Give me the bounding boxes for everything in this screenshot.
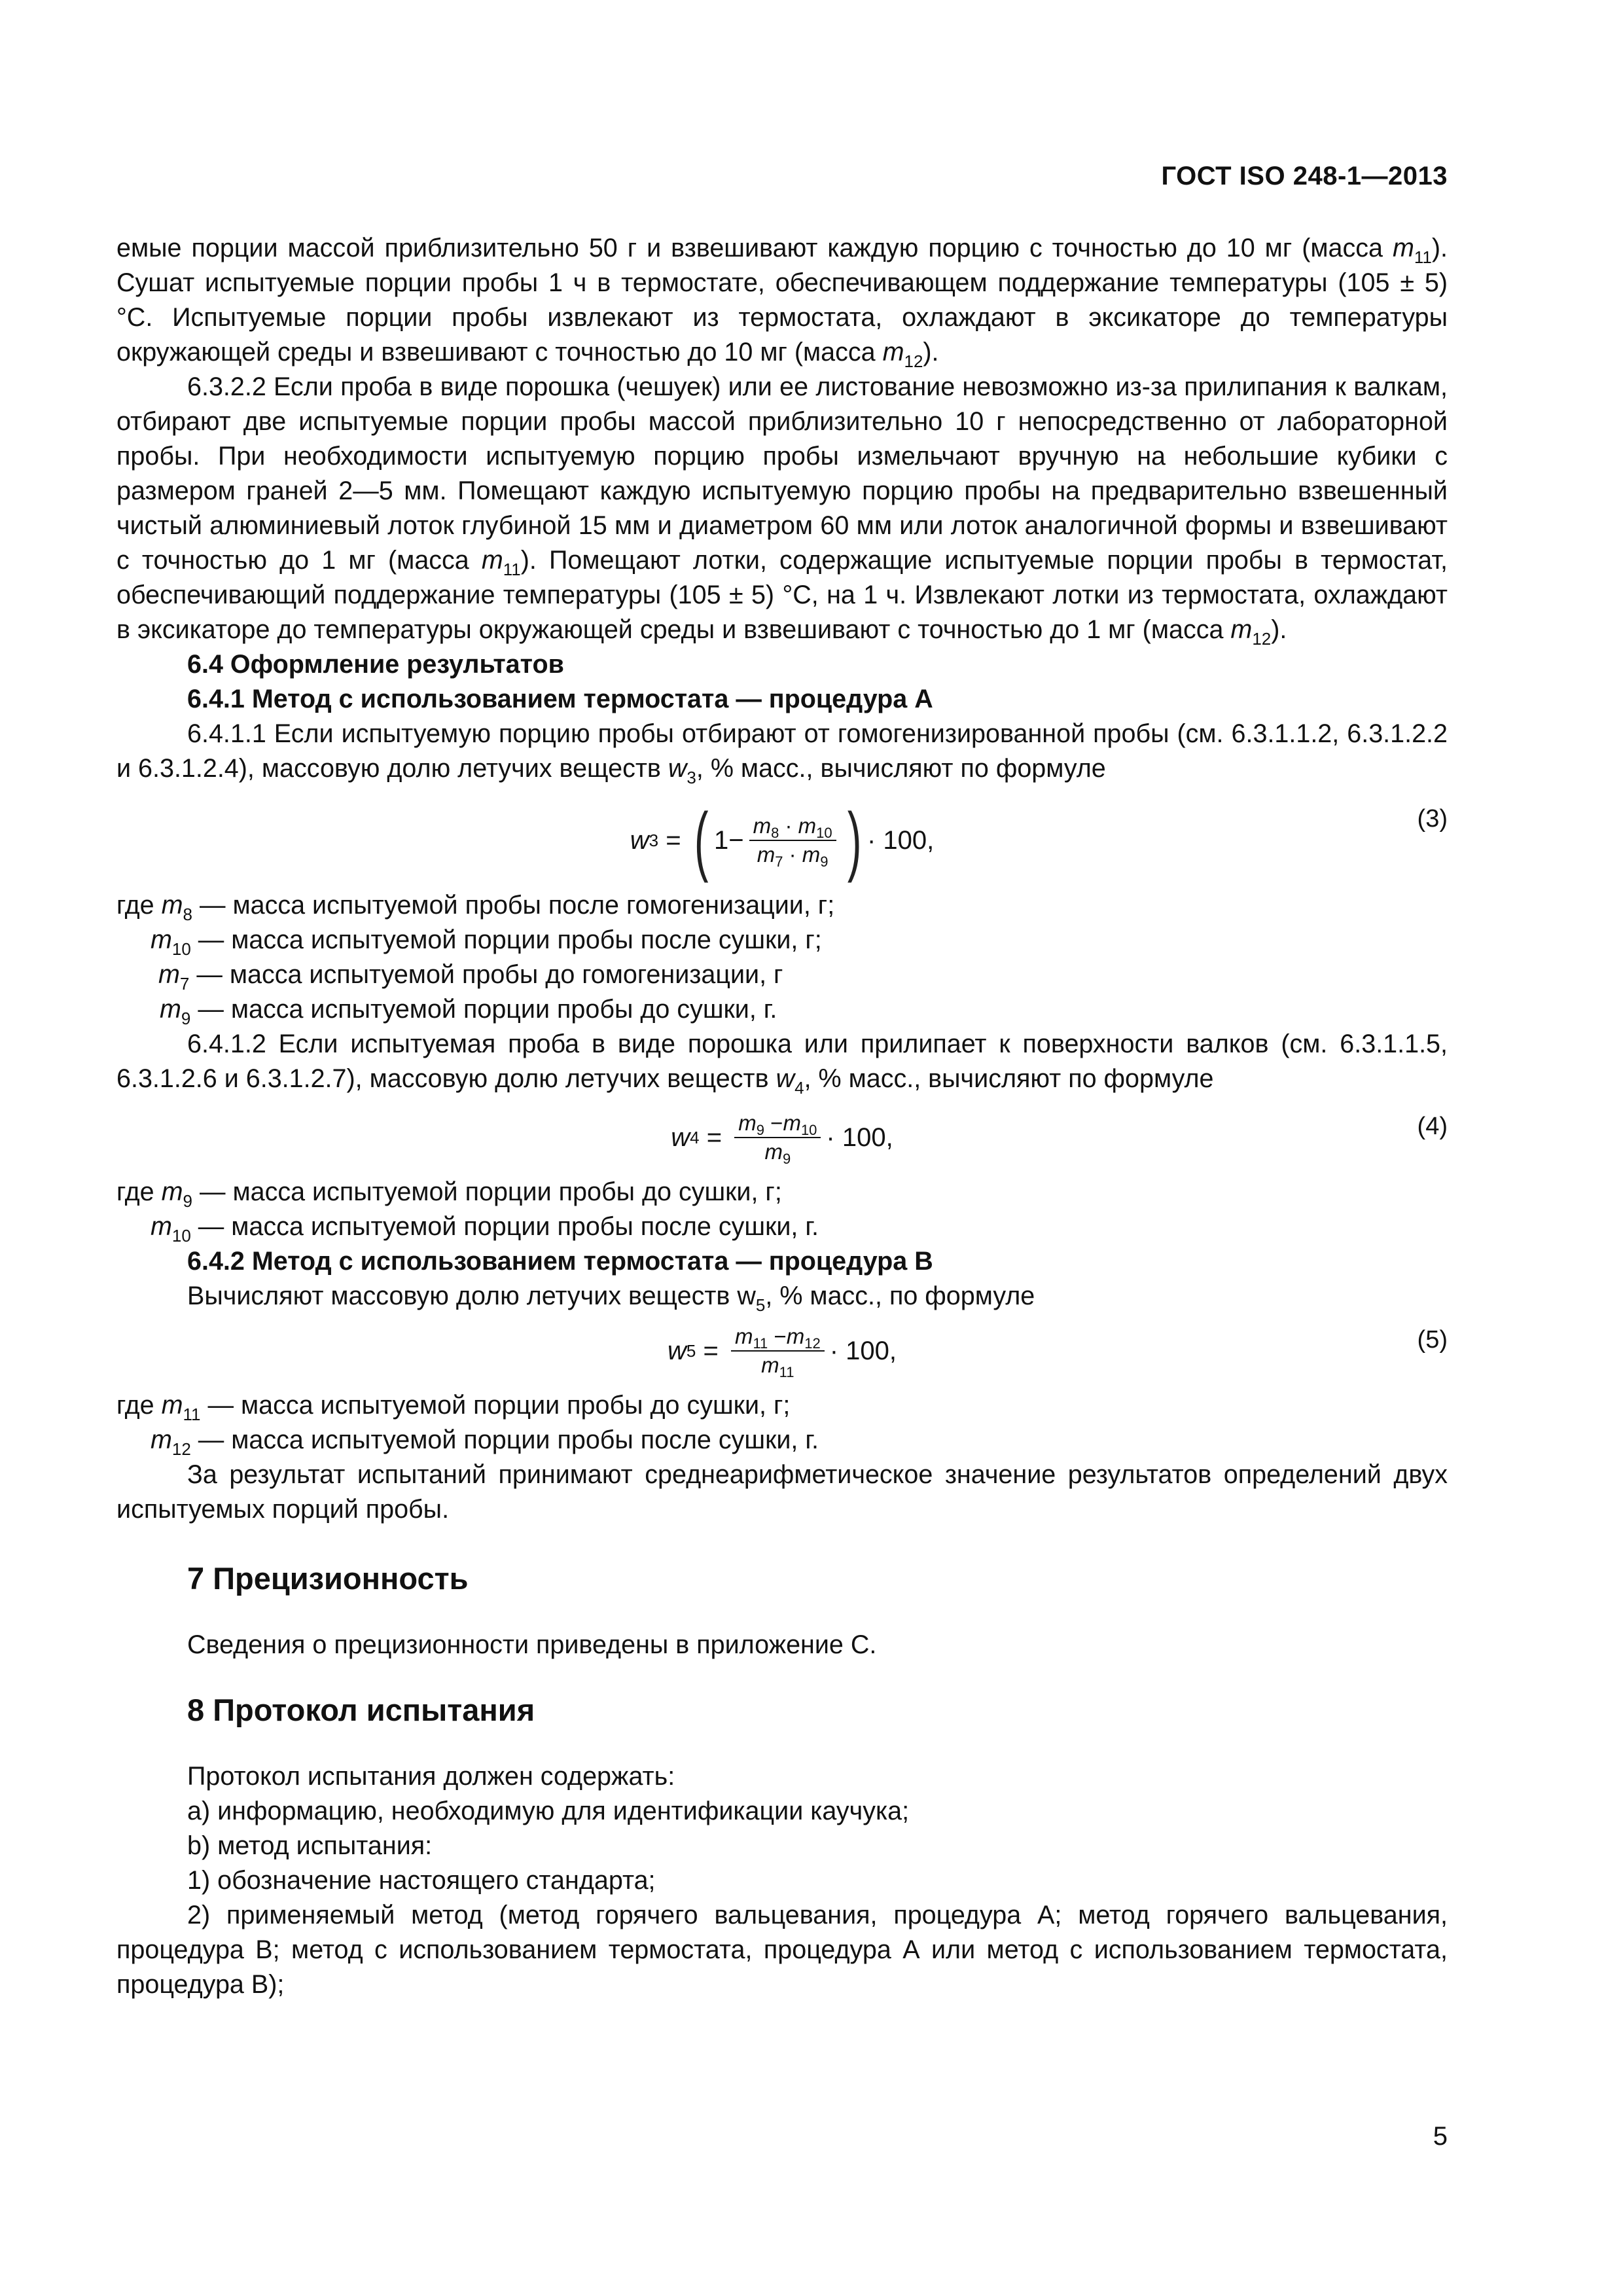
list-item: a) информацию, необходимую для идентификации каучука;: [187, 1797, 910, 1825]
formula-number: (5): [1417, 1326, 1448, 1354]
where-item: $m_{12}$ — масса испытуемой порции пробы после сушки, г.: [151, 1426, 819, 1459]
where-item: где $m_9$ — масса испытуемой порции пробы до сушки, г;: [116, 1177, 782, 1211]
formula-3: [116, 797, 1448, 884]
paragraph-6-4-1-2: 6.4.1.2 Если испытуемая проба в виде порошка или прилипает к поверхности валков (см. 6.3.1.1.5, 6.3.1.2.6 и 6.3.1.2.7), массовую долю летучих веществ $w_4$, % масс., вычисляют по формуле: [116, 1030, 1448, 1098]
where-item: $m_7$ — масса испытуемой пробы до гомогенизации, г: [158, 960, 783, 994]
heading-6-4-2: 6.4.2 Метод с использованием термостата — процедура В: [187, 1247, 933, 1276]
paragraph-continuation: емые порции массой приблизительно 50 г и взвешивают каждую порцию с точностью до 10 мг (масса $m_{11}$). Сушат испытуемые порции пробы 1 ч в термостате, обеспечивающем поддержание температуры (105 ± 5) °С. Испытуемые порции пробы извлекают из термостата, охлаждают в эксикаторе до температуры окружающей среды и взвешивают с точностью до 10 мг (масса $m_{12}$).: [116, 234, 1448, 371]
paragraph-6-3-2-2: 6.3.2.2 Если проба в виде порошка (чешуек) или ее листование невозможно из-за прилипания к валкам, отбирают две испытуемые порции пробы массой приблизительно 10 г непосредственно от лабораторной пробы. При необходимости испытуемую порцию пробы измельчают вручную на небольшие кубики с размером граней 2—5 мм. Помещают каждую испытуемую порцию пробы на предварительно взвешенный чистый алюминиевый лоток глубиной 15 мм и диаметром 60 мм или лоток аналогичной формы и взвешивают с точностью до 1 мг (масса $m_{11}$). Помещают лотки, содержащие испытуемые порции пробы в термостат, обеспечивающий поддержание температуры (105 ± 5) °С, на 1 ч. Извлекают лотки из термостата, охлаждают в эксикаторе до температуры окружающей среды и взвешивают с точностью до 1 мг (масса $m_{12}$).: [116, 372, 1448, 649]
where-item: $m_{10}$ — масса испытуемой порции пробы после сушки, г;: [151, 925, 822, 959]
list-item: 2) применяемый метод (метод горячего вальцевания, процедура А; метод горячего вальцевания, процедура В; метод с использованием термостата, процедура А или метод с использованием термостата, процедура В);: [116, 1901, 1448, 1999]
list-item: 1) обозначение настоящего стандарта;: [187, 1866, 656, 1895]
page-number: 5: [1433, 2122, 1448, 2151]
paragraph-6-4-2: Вычисляют массовую долю летучих веществ $w_5$, % масс., по формуле: [187, 1282, 1035, 1315]
section-8-heading: 8 Протокол испытания: [187, 1693, 535, 1727]
formula-5-denominator: $m_{11}$: [761, 1353, 794, 1380]
formula-3-expression: w 3 = ( 1− $\frac{m_8 \cdot m_{10}}{m_7 \cdot m_9}$ ) · 100,: [630, 797, 935, 884]
formula-3-fraction: [749, 812, 836, 869]
where-item: где $m_{11}$ — масса испытуемой порции пробы до сушки, г;: [116, 1391, 791, 1424]
section-8-intro: Протокол испытания должен содержать:: [187, 1762, 675, 1791]
paragraph-result: За результат испытаний принимают среднеарифметическое значение результатов определений двух испытуемых порций пробы.: [116, 1460, 1448, 1524]
formula-3-denominator: $m_7 \cdot m_9$: [757, 842, 829, 870]
standard-header: ГОСТ ISO 248-1—2013: [1161, 162, 1448, 190]
document-body: [116, 231, 1448, 2002]
left-parenthesis: (: [694, 797, 709, 884]
formula-3-numerator: $m_8 \cdot m_{10}$: [749, 812, 836, 841]
formula-4-numerator: $m_9 -m_{10}$: [734, 1109, 821, 1138]
formula-5-fraction: [731, 1323, 825, 1379]
formula-number: (4): [1417, 1113, 1448, 1140]
where-item: где $m_8$ — масса испытуемой пробы после гомогенизации, г;: [116, 891, 835, 924]
section-7-heading: 7 Прецизионность: [187, 1561, 469, 1596]
formula-4-denominator: $m_9$: [764, 1139, 791, 1167]
formula-4-fraction: [734, 1109, 821, 1166]
document-page: [116, 0, 1448, 2296]
where-item: $m_{10}$ — масса испытуемой порции пробы после сушки, г.: [151, 1212, 819, 1246]
formula-number: (3): [1417, 805, 1448, 833]
heading-6-4: 6.4 Оформление результатов: [187, 650, 564, 679]
formula-5-numerator: $m_{11} -m_{12}$: [731, 1323, 825, 1352]
formula-5: [116, 1323, 1448, 1379]
right-parenthesis: ): [847, 797, 862, 884]
formula-4-expression: w 4 = $\frac{m_9 -m_{10}}{m_9}$ · 100,: [671, 1111, 893, 1167]
list-item: b) метод испытания:: [187, 1831, 433, 1860]
where-item: $m_9$ — масса испытуемой порции пробы до сушки, г.: [160, 995, 777, 1028]
formula-4: [116, 1109, 1448, 1166]
formula-5-expression: w 5 = $\frac{m_{11} -m_{12}}{m_{11}}$ · 100,: [667, 1324, 897, 1380]
heading-6-4-1: 6.4.1 Метод с использованием термостата — процедура А: [187, 685, 933, 713]
where-list-4: [116, 1175, 1448, 1244]
where-list-3: [116, 888, 1448, 1027]
paragraph-6-4-1-1: 6.4.1.1 Если испытуемую порцию пробы отбирают от гомогенизированной пробы (см. 6.3.1.1.2, 6.3.1.2.2 и 6.3.1.2.4), массовую долю летучих веществ $w_3$, % масс., вычисляют по формуле: [116, 719, 1448, 787]
where-list-5: [116, 1388, 1448, 1458]
section-7-text: Сведения о прецизионности приведены в приложение С.: [187, 1630, 877, 1659]
